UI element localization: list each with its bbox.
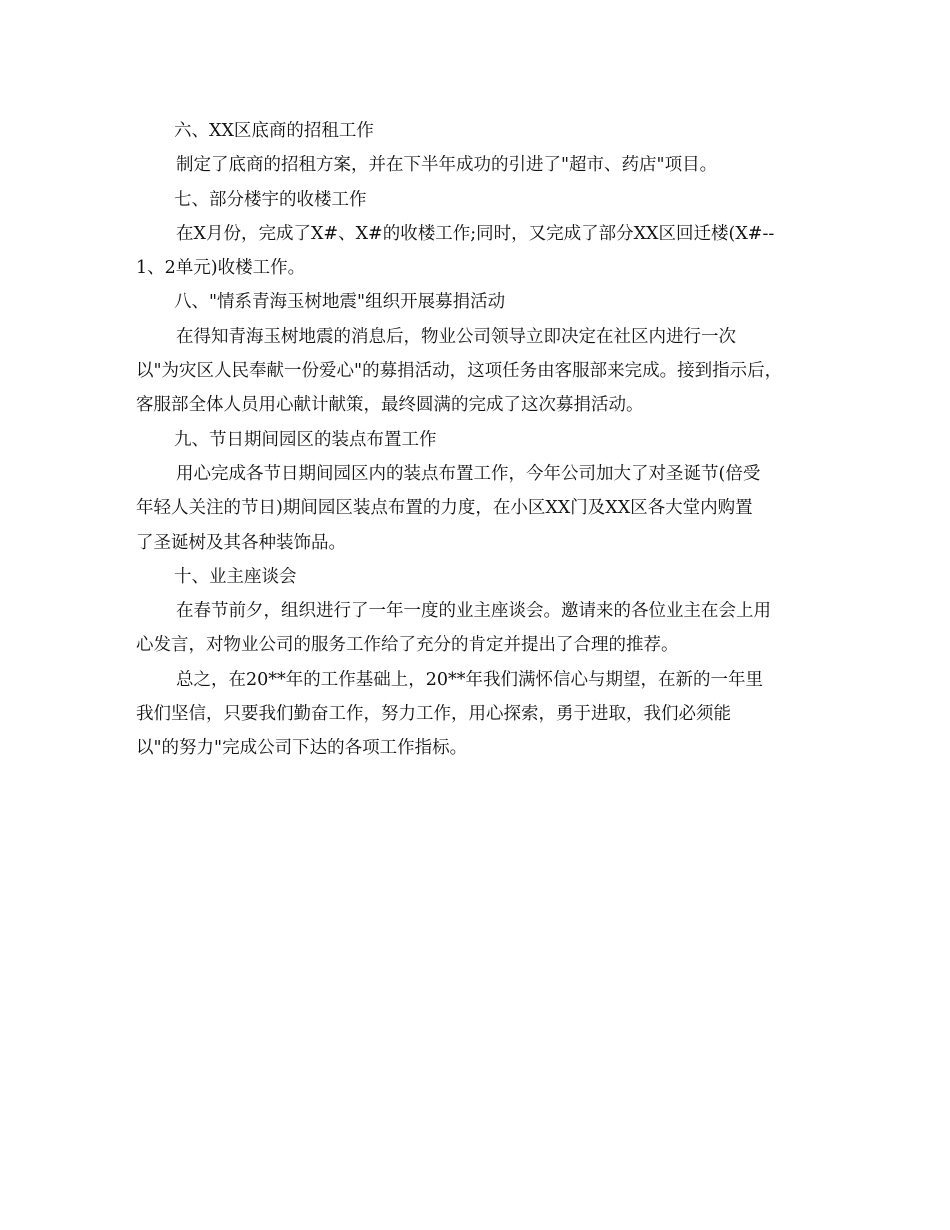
section-heading-8: 八、"情系青海玉树地震"组织开展募捐活动 — [174, 292, 506, 313]
paragraph-line: 以"的努力"完成公司下达的各项工作指标。 — [136, 738, 468, 759]
paragraph-line: 在得知青海玉树地震的消息后，物业公司领导立即决定在社区内进行一次 — [176, 326, 736, 347]
paragraph-line: 用心完成各节日期间园区内的装点布置工作，今年公司加大了对圣诞节(倍受 — [176, 463, 761, 484]
paragraph-line: 制定了底商的招租方案，并在下半年成功的引进了"超市、药店"项目。 — [176, 155, 718, 176]
paragraph-line: 客服部全体人员用心献计献策，最终圆满的完成了这次募捐活动。 — [136, 395, 644, 416]
section-heading-10: 十、业主座谈会 — [174, 566, 297, 587]
paragraph-line: 在春节前夕，组织进行了一年一度的业主座谈会。邀请来的各位业主在会上用 — [176, 601, 771, 622]
paragraph-line: 我们坚信，只要我们勤奋工作，努力工作，用心探索，勇于进取，我们必须能 — [136, 704, 731, 725]
paragraph-line: 心发言，对物业公司的服务工作给了充分的肯定并提出了合理的推荐。 — [136, 635, 679, 656]
section-heading-6: 六、XX区底商的招租工作 — [174, 121, 374, 141]
section-heading-9: 九、节日期间园区的装点布置工作 — [174, 429, 437, 450]
paragraph-line: 年轻人关注的节日)期间园区装点布置的力度，在小区XX门及XX区各大堂内购置 — [136, 498, 753, 519]
paragraph-line: 1、2单元)收楼工作。 — [136, 258, 306, 279]
document-body — [136, 114, 826, 766]
paragraph-line: 了圣诞树及其各种装饰品。 — [136, 532, 346, 553]
paragraph-line: 在X月份，完成了X#、X#的收楼工作;同时，又完成了部分XX区回迁楼(X#-- — [176, 223, 775, 244]
paragraph-line: 以"为灾区人民奉献一份爱心"的募捐活动，这项任务由客服部来完成。接到指示后， — [136, 361, 783, 382]
paragraph-line: 总之，在20**年的工作基础上，20**年我们满怀信心与期望，在新的一年里 — [176, 669, 764, 690]
section-heading-7: 七、部分楼宇的收楼工作 — [174, 189, 367, 210]
